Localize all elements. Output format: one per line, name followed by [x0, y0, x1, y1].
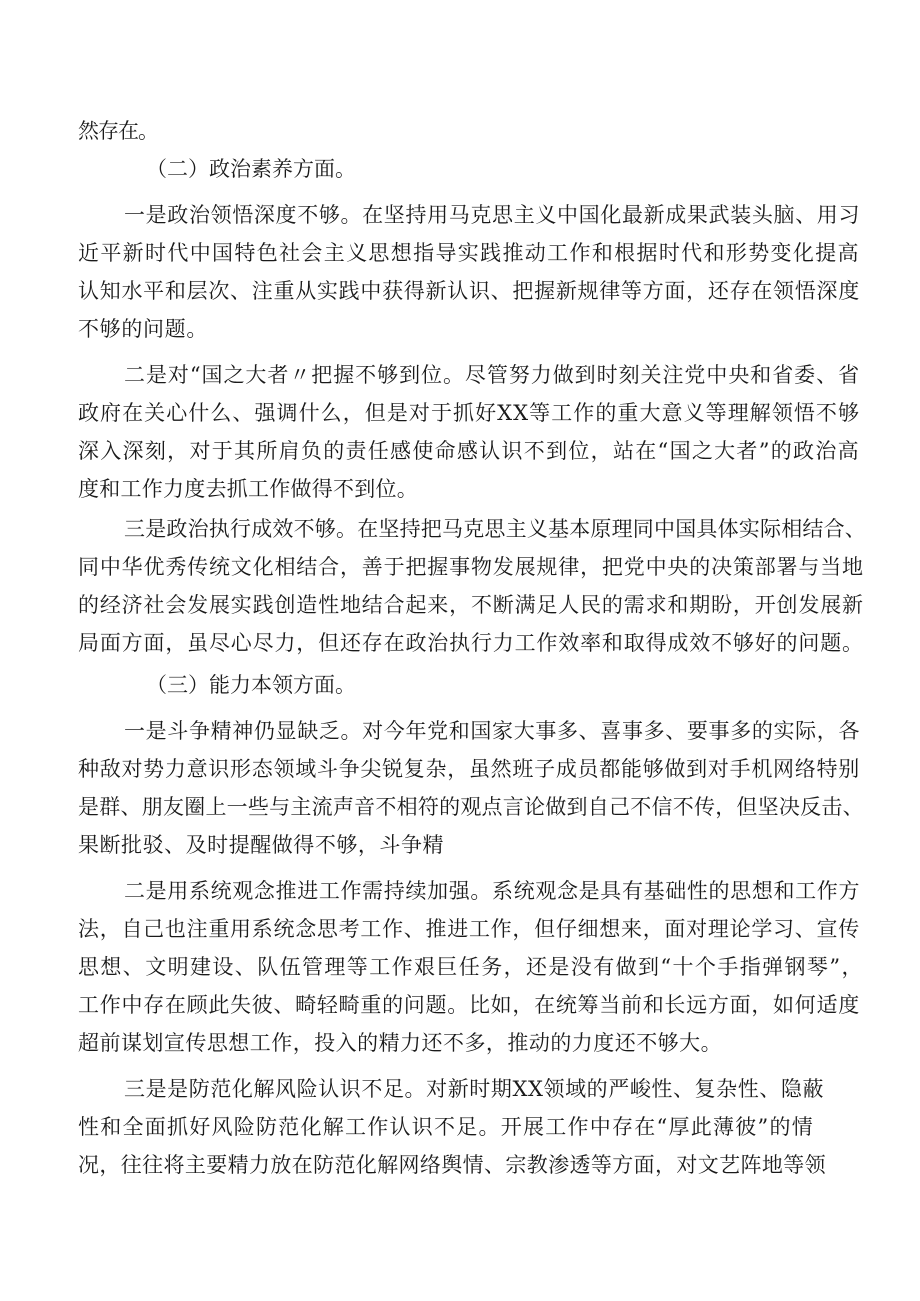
paragraph-line: 思想、文明建设、队伍管理等工作艰巨任务，还是没有做到“十个手指弹钢琴”， — [78, 955, 864, 979]
paragraph-line: 同中华优秀传统文化相结合，善于把握事物发展规律，把党中央的决策部署与当地 — [78, 555, 864, 579]
paragraph-line: 深入深刻，对于其所肩负的责任感使命感认识不到位，站在“国之大者”的政治高 — [78, 439, 860, 463]
paragraph-line: 三是政治执行成效不够。在坚持把马克思主义基本原理同中国具体实际相结合、 — [124, 517, 866, 541]
paragraph-line: 工作中存在顾此失彼、畸轻畸重的问题。比如，在统筹当前和长远方面，如何适度 — [78, 993, 860, 1017]
paragraph-line: 政府在关心什么、强调什么，但是对于抓好XX等工作的重大意义等理解领悟不够 — [78, 401, 861, 425]
paragraph-line: 一是斗争精神仍显缺乏。对今年党和国家大事多、喜事多、要事多的实际，各 — [124, 719, 861, 743]
paragraph-line: 果断批驳、及时提醒做得不够，斗争精 — [78, 833, 445, 857]
paragraph-line: 种敌对势力意识形态领域斗争尖锐复杂，虽然班子成员都能够做到对手机网络特别 — [78, 757, 860, 781]
paragraph-line: 况，往往将主要精力放在防范化解网络舆情、宗教渗透等方面，对文艺阵地等领 — [78, 1153, 826, 1177]
paragraph-line: 度和工作力度去抓工作做得不到位。 — [78, 477, 418, 501]
paragraph-line: 二是用系统观念推进工作需持续加强。系统观念是具有基础性的思想和工作方 — [124, 879, 861, 903]
paragraph-line: 法，自己也注重用系统念思考工作、推进工作，但仔细想来，面对理论学习、宣传 — [78, 917, 860, 941]
paragraph-line: 认知水平和层次、注重从实践中获得新认识、把握新规律等方面，还存在领悟深度 — [78, 279, 860, 303]
paragraph-line: 是群、朋友圈上一些与主流声音不相符的观点言论做到自己不信不传，但坚决反击、 — [78, 795, 864, 819]
paragraph-line: 局面方面，虽尽心尽力，但还存在政治执行力工作效率和取得成效不够好的问题。 — [78, 631, 864, 655]
paragraph-line: 近平新时代中国特色社会主义思想指导实践推动工作和根据时代和形势变化提高 — [78, 241, 860, 265]
paragraph-line: 一是政治领悟深度不够。在坚持用马克思主义中国化最新成果武装头脑、用习 — [124, 203, 861, 227]
paragraph-line: 的经济社会发展实践创造性地结合起来，不断满足人民的需求和期盼，开创发展新 — [78, 593, 864, 617]
paragraph-line: 三是是防范化解风险认识不足。对新时期XX领域的严峻性、复杂性、隐蔽 — [124, 1077, 825, 1101]
text-line: 然存在。 — [78, 119, 158, 143]
paragraph-line: 性和全面抓好风险防范化解工作认识不足。开展工作中存在“厚此薄彼”的情 — [78, 1115, 814, 1139]
paragraph-line: 二是对“国之大者〃把握不够到位。尽管努力做到时刻关注党中央和省委、省 — [124, 363, 861, 387]
section-heading: （二）政治素养方面。 — [146, 157, 356, 181]
paragraph-line: 超前谋划宣传思想工作，投入的精力还不多，推动的力度还不够大。 — [78, 1031, 723, 1055]
section-heading: （三）能力本领方面。 — [146, 673, 356, 697]
paragraph-line: 不够的问题。 — [78, 317, 209, 341]
